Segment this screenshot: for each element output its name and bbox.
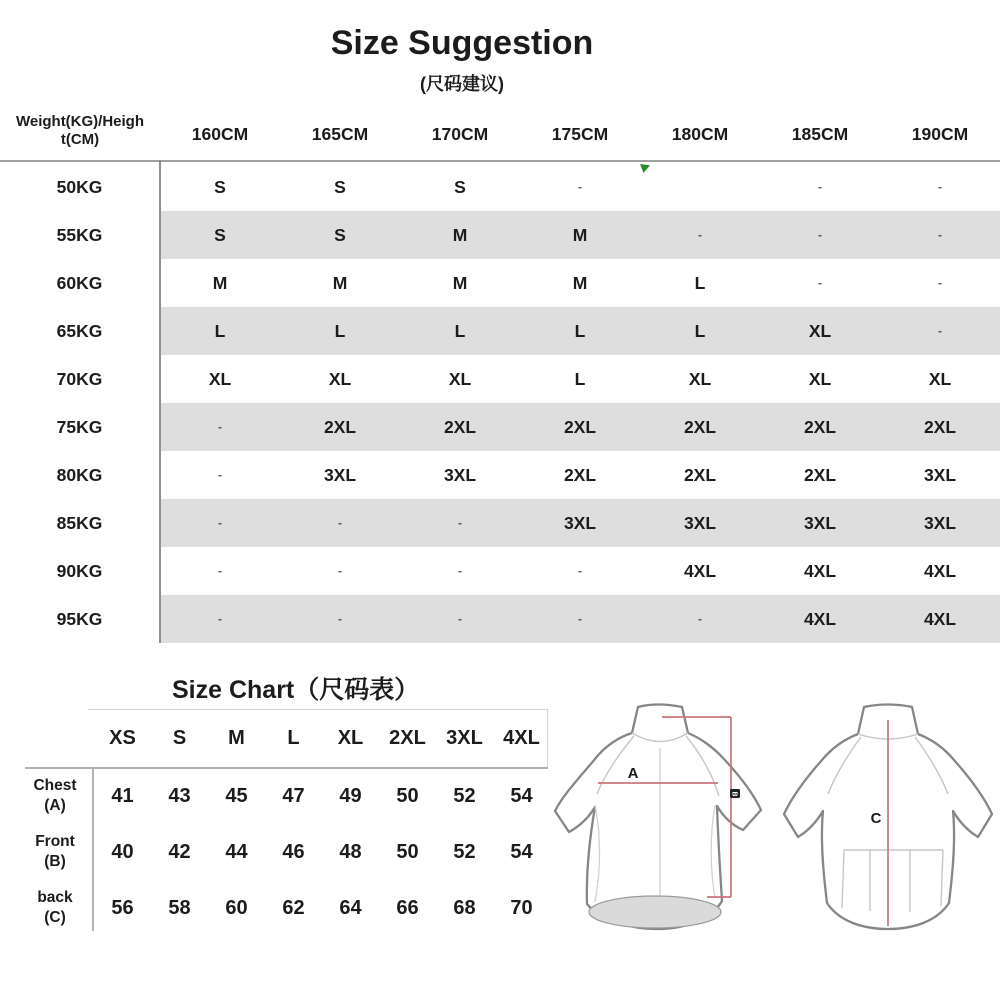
size-cell: 2XL [443,417,477,437]
size-cell: 3XL [803,513,837,533]
size-cell: - [697,611,703,626]
size-cell: 2XL [683,417,717,437]
size-cell: - [817,179,823,194]
weight-row-55kg [0,211,1000,259]
size-cell: 4XL [923,609,957,629]
row-label: 65KG [56,321,103,341]
corner-header-line1: Weight(KG)/Heigh [15,113,145,130]
measurement-value: 64 [339,897,362,919]
size-chart-column-header-l: L [287,727,300,749]
corner-header-line2: t(CM) [60,131,100,148]
size-cell: 2XL [803,465,837,485]
page-subtitle: (尺码建议) [420,74,504,94]
size-cell: 2XL [803,417,837,437]
front-length-measure-label: B [730,791,738,797]
size-cell: M [572,273,588,293]
size-cell: M [452,273,468,293]
measurement-value: 70 [510,897,533,919]
measurement-row-label [18,824,92,880]
size-cell: - [217,611,223,626]
front-hem-shade [589,896,721,928]
weight-row-50kg [0,163,1000,211]
measurement-row-label [18,768,92,824]
row-label: 55KG [56,225,103,245]
row-label: 60KG [56,273,103,293]
size-cell: 2XL [323,417,357,437]
size-chart-column-header-xl: XL [337,727,364,749]
measurement-value: 66 [396,897,419,919]
size-suggestion-table [0,163,1000,643]
jersey-back-view [784,705,992,930]
measurement-value: 40 [111,841,134,863]
size-cell: 2XL [683,465,717,485]
measurement-value: 56 [111,897,134,919]
size-cell: - [217,419,223,434]
column-header-170cm: 170CM [431,124,489,144]
size-chart-column-header-3xl: 3XL [446,727,483,749]
page-title: Size Suggestion [330,24,594,62]
size-cell: L [694,321,706,341]
weight-row-85kg [0,499,1000,547]
size-chart-title: Size Chart（尺码表） [172,676,420,704]
size-cell: - [457,611,463,626]
size-cell: - [817,227,823,242]
size-cell: - [337,515,343,530]
size-cell: 4XL [683,561,717,581]
column-header-185cm: 185CM [791,124,849,144]
measurement-value: 54 [510,785,533,807]
jersey-measurement-diagram [545,690,1000,952]
size-cell: L [334,321,346,341]
size-cell: S [334,225,346,245]
size-cell: 4XL [923,561,957,581]
size-cell: L [574,369,586,389]
measurement-value: 48 [339,841,362,863]
row-label: 70KG [56,369,103,389]
measurement-value: 50 [396,785,419,807]
size-chart-column-header-s: S [172,727,187,749]
size-cell: - [577,179,583,194]
size-chart-column-header-2xl: 2XL [389,727,426,749]
size-cell: S [214,225,226,245]
measurement-value: 68 [453,897,476,919]
size-cell: 2XL [563,465,597,485]
size-cell: XL [208,369,232,389]
jersey-front-view [555,705,761,930]
size-cell: - [937,275,943,290]
column-header-175cm: 175CM [551,124,609,144]
size-chart-column-header-4xl: 4XL [503,727,540,749]
measurement-value: 58 [168,897,191,919]
table-top-border [0,160,1000,162]
front-jersey-outline [555,705,761,930]
column-header-165cm: 165CM [311,124,369,144]
measurement-value: 47 [282,785,305,807]
row-label: 90KG [56,561,103,581]
column-header-160cm: 160CM [191,124,249,144]
measurement-row-label-line1: back [37,889,73,906]
row-label: 50KG [56,177,103,197]
measurement-row-label-line2: (C) [44,909,66,926]
measurement-row-label-line1: Front [35,833,75,850]
size-cell: - [337,611,343,626]
measurement-row-back [0,880,560,936]
size-suggestion-header-row [0,108,1000,160]
size-cell: - [817,275,823,290]
size-cell: 2XL [563,417,597,437]
size-cell: L [694,273,706,293]
size-cell: M [332,273,348,293]
size-cell: XL [928,369,952,389]
size-cell: S [214,177,226,197]
measurement-value: 50 [396,841,419,863]
weight-row-70kg [0,355,1000,403]
measurement-value: 41 [111,785,134,807]
size-chart-column-header-m: M [228,727,245,749]
size-cell: 3XL [443,465,477,485]
size-chart-column-header-xs: XS [109,727,136,749]
size-cell: - [937,179,943,194]
size-cell: - [577,563,583,578]
column-header-180cm: 180CM [671,124,729,144]
size-cell: - [217,515,223,530]
size-cell: - [337,563,343,578]
size-cell: - [217,467,223,482]
measurement-value: 49 [339,785,362,807]
corner-header [0,113,160,149]
size-cell: S [454,177,466,197]
measurement-value: 42 [168,841,191,863]
row-label: 85KG [56,513,103,533]
measurement-value: 54 [510,841,533,863]
weight-row-90kg [0,547,1000,595]
size-cell: - [457,515,463,530]
size-cell: XL [448,369,472,389]
size-cell: M [572,225,588,245]
measurement-row-label-line2: (B) [44,853,66,870]
size-cell: 3XL [563,513,597,533]
measurement-value: 45 [225,785,248,807]
measurement-value: 60 [225,897,248,919]
size-cell: 3XL [923,513,957,533]
size-cell: - [457,563,463,578]
size-cell: M [452,225,468,245]
size-cell: 4XL [803,561,837,581]
size-cell: 3XL [683,513,717,533]
measurement-row-front [0,824,560,880]
column-header-190cm: 190CM [911,124,969,144]
size-cell: XL [688,369,712,389]
weight-row-65kg [0,307,1000,355]
measurement-row-chest [0,768,560,824]
weight-row-75kg [0,403,1000,451]
measurement-row-label [18,880,92,936]
size-cell: L [454,321,466,341]
size-cell: XL [808,321,832,341]
measurement-value: 43 [168,785,191,807]
size-cell: 3XL [923,465,957,485]
weight-row-60kg [0,259,1000,307]
size-cell: 3XL [323,465,357,485]
size-cell: XL [808,369,832,389]
size-cell: L [574,321,586,341]
size-cell: S [334,177,346,197]
row-label: 75KG [56,417,103,437]
size-cell: - [937,323,943,338]
measurement-value: 62 [282,897,305,919]
size-cell [640,163,760,211]
size-cell: - [937,227,943,242]
size-cell: L [214,321,226,341]
size-cell: XL [328,369,352,389]
row-label: 80KG [56,465,103,485]
measurement-value: 52 [453,785,476,807]
size-cell: - [697,227,703,242]
size-cell: 4XL [803,609,837,629]
measurement-value: 44 [225,841,248,863]
weight-row-80kg [0,451,1000,499]
size-cell: M [212,273,228,293]
size-cell: 2XL [923,417,957,437]
measurement-row-label-line2: (A) [44,797,66,814]
size-cell: - [217,563,223,578]
size-cell: - [577,611,583,626]
row-label: 95KG [56,609,103,629]
chest-measure-label: A [627,765,639,782]
weight-row-95kg [0,595,1000,643]
measurement-row-label-line1: Chest [33,777,77,794]
measurement-value: 52 [453,841,476,863]
back-length-measure-label: C [870,810,882,827]
measurement-value: 46 [282,841,305,863]
